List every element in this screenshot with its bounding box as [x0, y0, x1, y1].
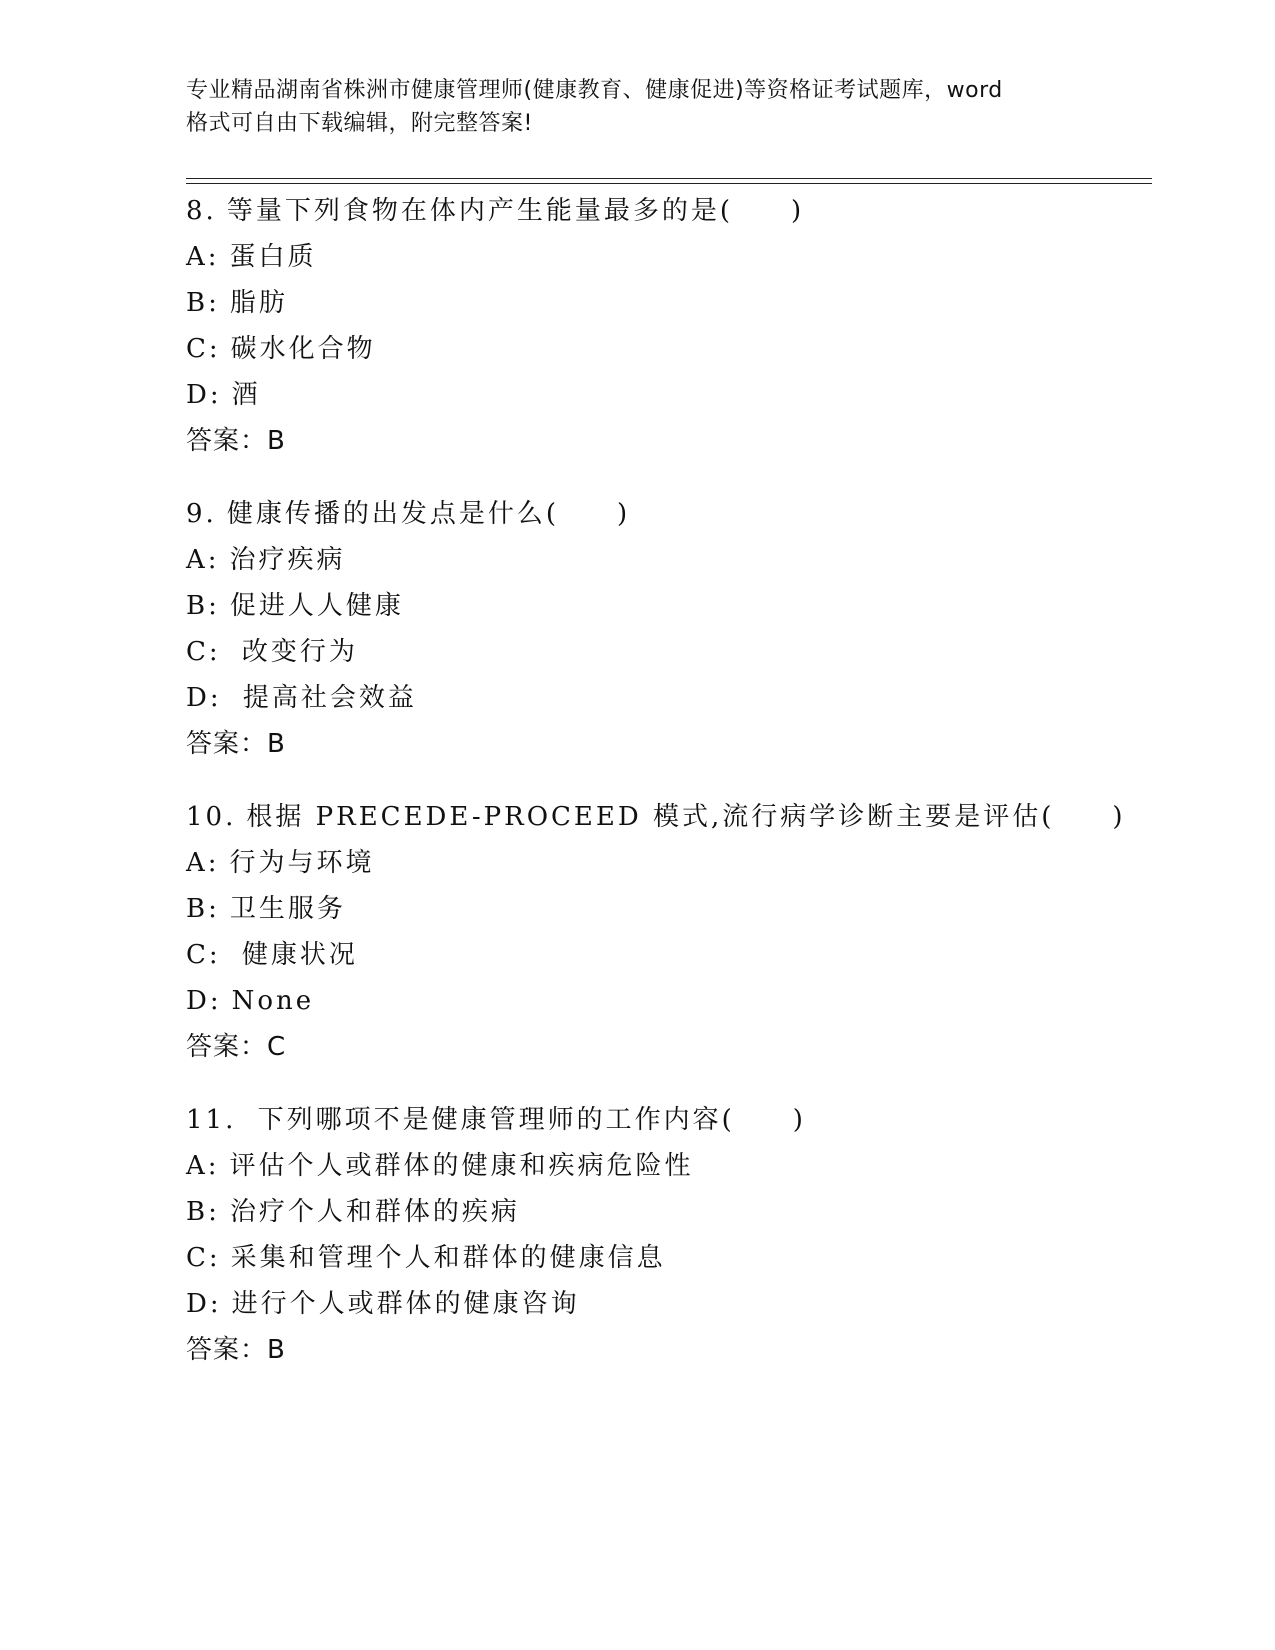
question-number: 10. — [186, 802, 237, 832]
option-c — [186, 1235, 1146, 1281]
answer-line: 答案：B — [186, 1335, 286, 1365]
option-key: C: — [186, 1243, 221, 1273]
option-key: D: — [186, 986, 222, 1016]
option-c — [186, 932, 1146, 978]
option-text: 碳水化合物 — [230, 334, 376, 364]
answer-line: 答案：C — [186, 1032, 287, 1062]
question-stem — [186, 188, 1146, 234]
option-d — [186, 372, 1146, 418]
option-key: A: — [186, 1151, 220, 1181]
option-d — [186, 1281, 1146, 1327]
option-key: A: — [186, 848, 220, 878]
option-text: 改变行为 — [230, 637, 358, 667]
option-key: C: — [186, 940, 221, 970]
option-d — [186, 675, 1146, 721]
option-d — [186, 978, 1146, 1024]
question-11 — [186, 1097, 1146, 1373]
header-divider-top — [186, 178, 1152, 179]
question-8 — [186, 188, 1146, 464]
answer-line: 答案：B — [186, 729, 286, 759]
option-text: None — [231, 986, 315, 1016]
option-text: 评估个人或群体的健康和疾病危险性 — [229, 1151, 694, 1181]
option-text: 行为与环境 — [229, 848, 375, 878]
question-text: 健康传播的出发点是什么( ) — [226, 499, 631, 529]
question-list — [186, 188, 1146, 1400]
answer-line: 答案：B — [186, 426, 286, 456]
option-key: B: — [186, 894, 220, 924]
option-b — [186, 583, 1146, 629]
option-text: 卫生服务 — [229, 894, 346, 924]
option-a — [186, 840, 1146, 886]
option-text: 提高社会效益 — [231, 683, 417, 713]
header-line-2: 格式可自由下载编辑，附完整答案! — [186, 111, 533, 136]
option-a — [186, 234, 1146, 280]
option-text: 蛋白质 — [229, 242, 317, 272]
option-key: A: — [186, 242, 220, 272]
option-c — [186, 326, 1146, 372]
question-text: 根据 PRECEDE-PROCEED 模式,流行病学诊断主要是评估( ) — [246, 802, 1126, 832]
option-a — [186, 537, 1146, 583]
question-text: 等量下列食物在体内产生能量最多的是( ) — [226, 196, 805, 226]
option-key: A: — [186, 545, 220, 575]
question-9 — [186, 491, 1146, 767]
header-note — [186, 74, 1086, 140]
question-stem — [186, 1097, 1146, 1143]
option-key: D: — [186, 380, 222, 410]
option-text: 脂肪 — [229, 288, 288, 318]
question-text: 下列哪项不是健康管理师的工作内容( ) — [246, 1105, 806, 1135]
option-text: 酒 — [231, 380, 261, 410]
option-a — [186, 1143, 1146, 1189]
option-key: B: — [186, 591, 220, 621]
option-text: 进行个人或群体的健康咨询 — [231, 1289, 580, 1319]
option-key: C: — [186, 637, 221, 667]
option-text: 采集和管理个人和群体的健康信息 — [230, 1243, 666, 1273]
header-line-1: 专业精品湖南省株洲市健康管理师(健康教育、健康促进)等资格证考试题库，word — [186, 78, 1003, 103]
question-number: 8. — [186, 196, 217, 226]
option-key: D: — [186, 1289, 222, 1319]
option-text: 促进人人健康 — [229, 591, 404, 621]
option-key: D: — [186, 683, 222, 713]
option-text: 健康状况 — [230, 940, 358, 970]
question-stem — [186, 491, 1146, 537]
option-key: C: — [186, 334, 221, 364]
option-b — [186, 886, 1146, 932]
option-text: 治疗疾病 — [229, 545, 346, 575]
option-b — [186, 1189, 1146, 1235]
question-number: 9. — [186, 499, 217, 529]
option-key: B: — [186, 288, 220, 318]
question-stem — [186, 794, 1146, 840]
option-text: 治疗个人和群体的疾病 — [229, 1197, 520, 1227]
question-10 — [186, 794, 1146, 1070]
option-c — [186, 629, 1146, 675]
option-key: B: — [186, 1197, 220, 1227]
header-divider-bottom — [186, 183, 1152, 184]
question-number: 11. — [186, 1105, 237, 1135]
option-b — [186, 280, 1146, 326]
